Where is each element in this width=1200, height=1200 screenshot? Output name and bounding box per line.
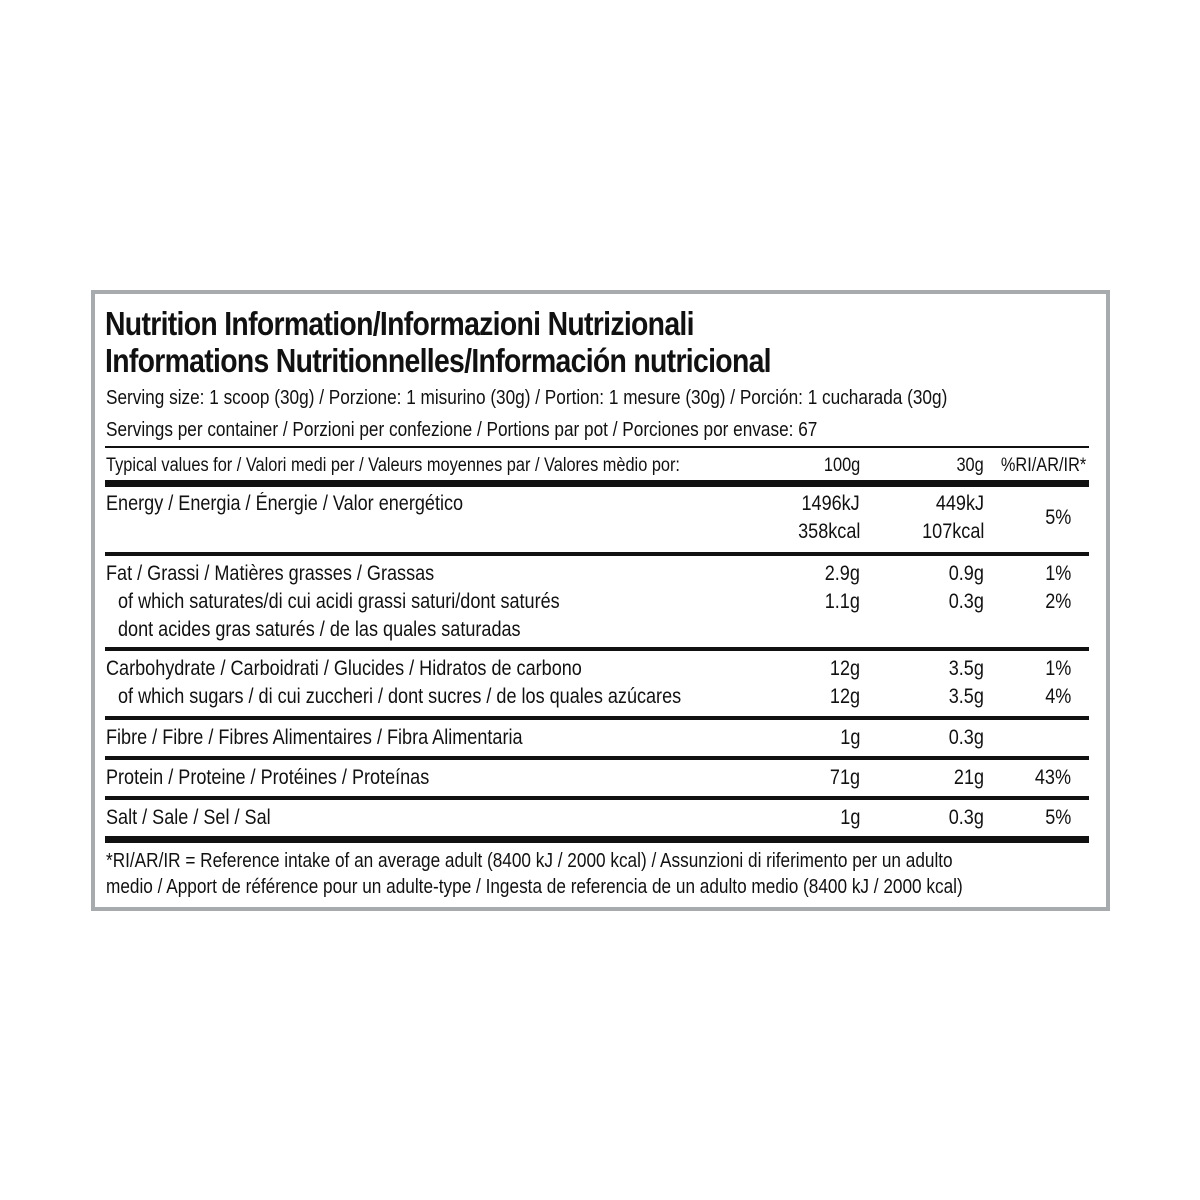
sugars-100g: 12g: [829, 685, 860, 708]
title-line-1: Nutrition Information/Informazioni Nutrizionali: [105, 305, 694, 342]
header-ri: %RI/AR/IR*: [1000, 455, 1086, 476]
protein-ri: 43%: [1034, 766, 1071, 789]
saturates-30g: 0.3g: [948, 590, 984, 613]
divider: [105, 647, 1089, 651]
salt-30g: 0.3g: [948, 806, 984, 829]
serving-size: Serving size: 1 scoop (30g) / Porzione: 1 misurino (30g) / Portion: 1 mesure (30g) / Porción: 1 cucharada (30g): [106, 387, 948, 409]
fibre-label: Fibre / Fibre / Fibres Alimentaires / Fibra Alimentaria: [106, 726, 523, 749]
nutrition-panel: [91, 290, 1110, 911]
header-label: Typical values for / Valori medi per / Valeurs moyennes par / Valores mèdio por:: [106, 455, 680, 476]
protein-30g: 21g: [953, 766, 984, 789]
divider: [105, 756, 1089, 760]
divider: [105, 552, 1089, 556]
energy-label: Energy / Energia / Énergie / Valor energético: [106, 492, 464, 515]
divider-thick: [105, 836, 1089, 843]
divider: [105, 796, 1089, 800]
carbohydrate-ri: 1%: [1044, 657, 1071, 680]
carbohydrate-100g: 12g: [829, 657, 860, 680]
fat-100g: 2.9g: [824, 562, 860, 585]
header-100g: 100g: [823, 455, 860, 476]
energy-100g-kj: 1496kJ: [801, 492, 860, 515]
divider: [105, 716, 1089, 720]
saturates-label-line-1: of which saturates/di cui acidi grassi saturi/dont saturés: [118, 590, 560, 613]
fat-30g: 0.9g: [948, 562, 984, 585]
energy-30g-kcal: 107kcal: [921, 520, 984, 543]
energy-100g-kcal: 358kcal: [797, 520, 860, 543]
servings-per-container: Servings per container / Porzioni per confezione / Portions par pot / Porciones por envase: 67: [106, 419, 818, 441]
sugars-ri: 4%: [1044, 685, 1071, 708]
energy-ri: 5%: [1044, 506, 1071, 529]
salt-ri: 5%: [1044, 806, 1071, 829]
saturates-ri: 2%: [1044, 590, 1071, 613]
title-line-2: Informations Nutritionnelles/Información nutricional: [105, 342, 771, 379]
saturates-label-line-2: dont acides gras saturés / de las quales saturadas: [118, 618, 521, 641]
sugars-30g: 3.5g: [948, 685, 984, 708]
sugars-label: of which sugars / di cui zuccheri / dont sucres / de los quales azúcares: [118, 685, 682, 708]
fibre-30g: 0.3g: [948, 726, 984, 749]
divider: [105, 446, 1089, 448]
footnote-line-2: medio / Apport de référence pour un adulte-type / Ingesta de referencia de un adulto medio (8400 kJ / 2000 kcal): [106, 876, 963, 898]
fat-label: Fat / Grassi / Matières grasses / Grassas: [106, 562, 435, 585]
footnote-line-1: *RI/AR/IR = Reference intake of an average adult (8400 kJ / 2000 kcal) / Assunzioni di riferimento per un adulto: [106, 850, 953, 872]
fibre-100g: 1g: [839, 726, 860, 749]
carbohydrate-30g: 3.5g: [948, 657, 984, 680]
energy-30g-kj: 449kJ: [935, 492, 984, 515]
fat-ri: 1%: [1044, 562, 1071, 585]
salt-100g: 1g: [839, 806, 860, 829]
protein-label: Protein / Proteine / Protéines / Proteínas: [106, 766, 430, 789]
divider-thick: [105, 480, 1089, 487]
protein-100g: 71g: [829, 766, 860, 789]
header-30g: 30g: [956, 455, 984, 476]
saturates-100g: 1.1g: [824, 590, 860, 613]
carbohydrate-label: Carbohydrate / Carboidrati / Glucides / Hidratos de carbono: [106, 657, 582, 680]
salt-label: Salt / Sale / Sel / Sal: [106, 806, 271, 829]
